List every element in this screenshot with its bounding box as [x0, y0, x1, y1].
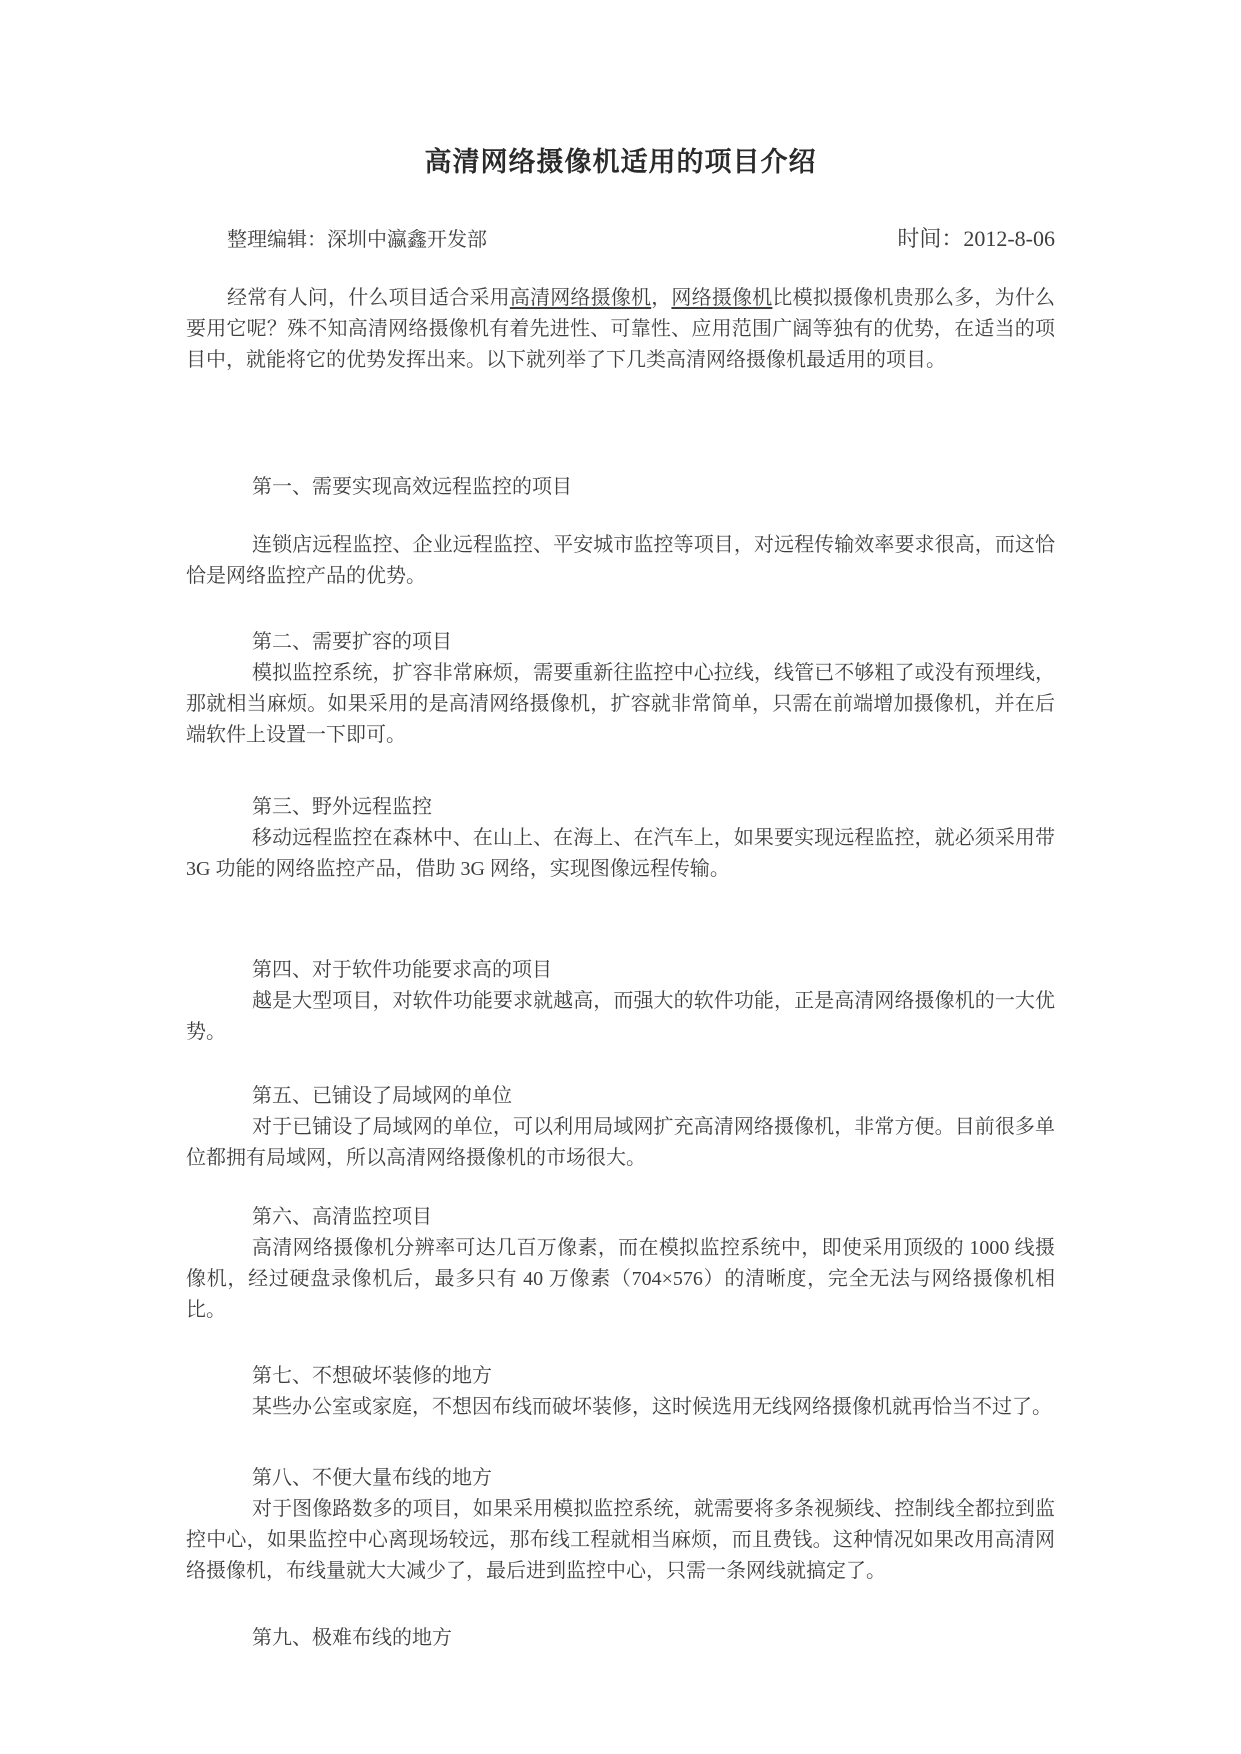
- section-heading: 第三、野外远程监控: [252, 796, 432, 818]
- date-label: 时间：2012-8-06: [897, 226, 1055, 251]
- section-body: 移动远程监控在森林中、在山上、在海上、在汽车上，如果要实现远程监控，就必须采用带 3G 功能的网络监控产品，借助 3G 网络，实现图像远程传输。: [186, 827, 1055, 880]
- section-3: [186, 792, 1055, 885]
- section-body: 对于已铺设了局域网的单位，可以利用局域网扩充高清网络摄像机，非常方便。目前很多单位都拥有局域网，所以高清网络摄像机的市场很大。: [186, 1116, 1055, 1169]
- section-5: [186, 1081, 1055, 1174]
- intro-text: 比模拟摄像机贵那么多，为什么要用它呢？殊不知高清网络摄像机有着先进性、可靠性、应用范围广阔等独有的优势，在适当的项目中，就能将它的优势发挥出来。以下就列举了下几类高清网络摄像机最适用的项目。: [186, 287, 1056, 371]
- section-8: [186, 1463, 1055, 1587]
- editor-credit: 整理编辑：深圳中瀛鑫开发部: [227, 229, 487, 251]
- page-title: 高清网络摄像机适用的项目介绍: [424, 147, 817, 177]
- section-6: [186, 1202, 1055, 1326]
- section-7: [186, 1361, 1055, 1423]
- section-heading: 第四、对于软件功能要求高的项目: [252, 959, 552, 981]
- section-body: 对于图像路数多的项目，如果采用模拟监控系统，就需要将多条视频线、控制线全都拉到监控中心，如果监控中心离现场较远，那布线工程就相当麻烦，而且费钱。这种情况如果改用高清网络摄像机，布线量就大大减少了，最后进到监控中心，只需一条网线就搞定了。: [186, 1498, 1055, 1582]
- section-heading: 第九、极难布线的地方: [252, 1627, 452, 1649]
- section-heading: 第一、需要实现高效远程监控的项目: [252, 476, 572, 498]
- section-heading: 第七、不想破坏装修的地方: [252, 1365, 492, 1387]
- section-body: 某些办公室或家庭，不想因布线而破坏装修，这时候选用无线网络摄像机就再恰当不过了。: [252, 1396, 1052, 1418]
- section-body: 越是大型项目，对软件功能要求就越高，而强大的软件功能，正是高清网络摄像机的一大优势。: [186, 990, 1055, 1043]
- section-9: [186, 1623, 1055, 1654]
- section-1: [186, 472, 1055, 592]
- section-body: 高清网络摄像机分辨率可达几百万像素，而在模拟监控系统中，即使采用顶级的 1000 线摄像机，经过硬盘录像机后，最多只有 40 万像素（704×576）的清晰度，完全无法与网络摄像机相比。: [186, 1237, 1055, 1321]
- intro-text: 经常有人问，什么项目适合采用: [227, 287, 510, 309]
- section-2: [186, 627, 1055, 751]
- section-heading: 第六、高清监控项目: [252, 1206, 432, 1228]
- section-heading: 第五、已铺设了局域网的单位: [252, 1085, 512, 1107]
- intro-paragraph: [186, 283, 1055, 376]
- section-4: [186, 955, 1055, 1048]
- section-heading: 第二、需要扩容的项目: [252, 631, 452, 653]
- section-body: 连锁店远程监控、企业远程监控、平安城市监控等项目，对远程传输效率要求很高，而这恰恰是网络监控产品的优势。: [186, 534, 1055, 587]
- intro-text: ，: [651, 287, 672, 309]
- network-camera-link[interactable]: 网络摄像机: [671, 287, 773, 309]
- meta-row: [186, 223, 1055, 256]
- section-heading: 第八、不便大量布线的地方: [252, 1467, 492, 1489]
- hd-network-camera-link[interactable]: 高清网络摄像机: [509, 287, 652, 309]
- section-body: 模拟监控系统，扩容非常麻烦，需要重新往监控中心拉线，线管已不够粗了或没有预埋线，那就相当麻烦。如果采用的是高清网络摄像机，扩容就非常简单，只需在前端增加摄像机，并在后端软件上设置一下即可。: [186, 662, 1055, 746]
